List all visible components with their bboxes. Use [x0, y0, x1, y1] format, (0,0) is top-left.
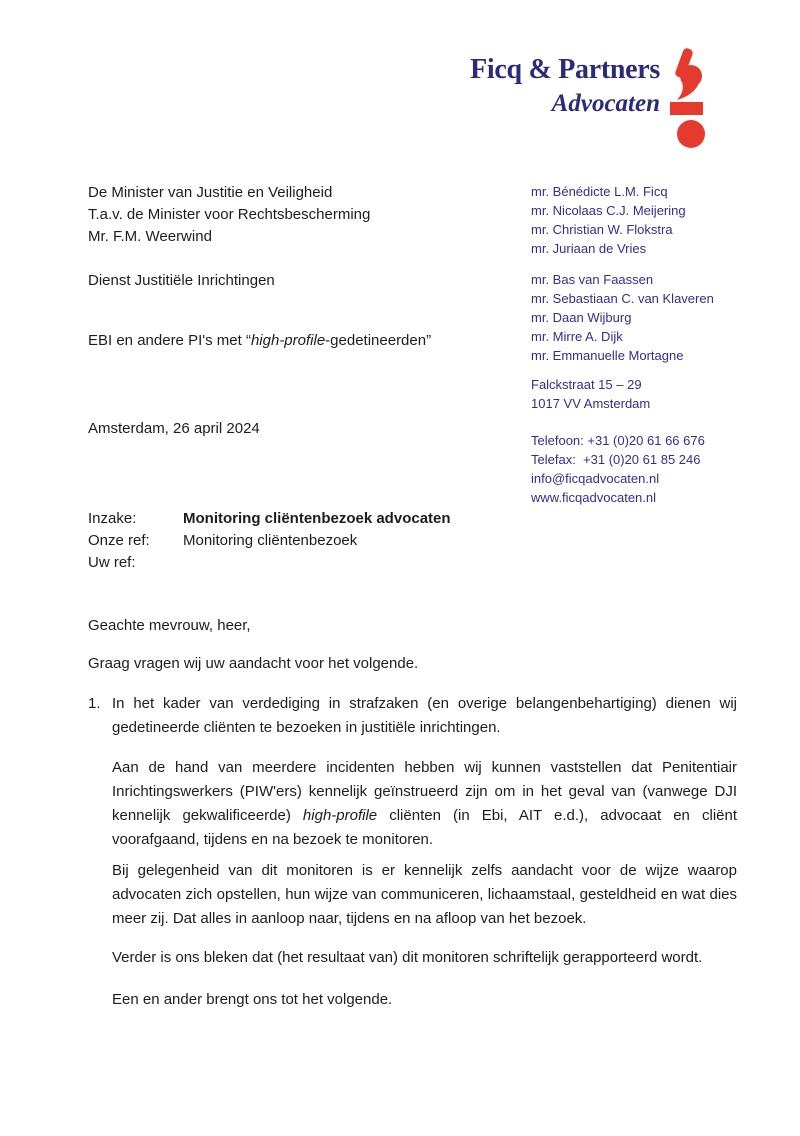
paragraph-monitoring-details: Bij gelegenheid van dit monitoren is er kennelijk zelfs aandacht voor de wijze waarop advocaten zich opstellen, hun wijze van communiceren, lichaamstaal, gesteldheid en wat dies meer zij. Dat alles in aanloop naar, tijdens en na afloop van het bezoek.: [112, 862, 737, 927]
subject-italic: high-profile: [250, 332, 326, 349]
attorney-name: mr. Daan Wijburg: [531, 310, 632, 325]
recipient-line: De Minister van Justitie en Veiligheid: [88, 184, 333, 201]
attorney-name: mr. Bas van Faassen: [531, 272, 654, 287]
subject-post: -gedetineerden”: [325, 332, 432, 349]
attorney-name: mr. Christian W. Flokstra: [531, 222, 673, 237]
subject-line: [88, 330, 737, 352]
fax-line: Telefax: +31 (0)20 61 85 246: [531, 452, 701, 467]
ref-value: Monitoring cliëntenbezoek advocaten: [183, 510, 451, 527]
paragraph-pre: Aan de hand van meerdere incidenten hebben wij kunnen vaststellen dat Penitentiair Inrichtingswerkers (PIW'ers) kennelijk geïnstrueerd zijn om in het geval van (vanwege DJI kennelijk gekwalificeerde): [112, 759, 737, 824]
paragraph-conclusion-lead: Een en ander brengt ons tot het volgende.: [112, 991, 393, 1008]
intro-sentence: Graag vragen wij uw aandacht voor het volgende.: [88, 655, 419, 672]
letter-body-column: [88, 182, 737, 1012]
attorney-name: mr. Bénédicte L.M. Ficq: [531, 184, 668, 199]
attorney-name: mr. Juriaan de Vries: [531, 241, 647, 256]
ref-row-inzake: [88, 508, 737, 530]
recipient-line: Mr. F.M. Weerwind: [88, 228, 212, 245]
logo-semicolon-mark-icon: [666, 42, 716, 150]
email-line: info@ficqadvocaten.nl: [531, 471, 660, 486]
recipient-line: T.a.v. de Minister voor Rechtsbescherming: [88, 206, 371, 223]
paragraph-reporting: Verder is ons bleken dat (het resultaat van) dit monitoren schriftelijk gerapporteerd wordt.: [112, 949, 703, 966]
attorney-name: mr. Sebastiaan C. van Klaveren: [531, 291, 714, 306]
numbered-item-1: [88, 692, 737, 740]
address-line: 1017 VV Amsterdam: [531, 396, 651, 411]
item-text: In het kader van verdediging in strafzaken (en overige belangenbehartiging) dienen wij gedetineerde cliënten te bezoeken in justitiële inrichtingen.: [112, 695, 737, 736]
recipient-block: [88, 182, 737, 248]
ref-label: Onze ref:: [88, 532, 150, 549]
address-line: Falckstraat 15 – 29: [531, 377, 642, 392]
attorney-name: mr. Mirre A. Dijk: [531, 329, 623, 344]
date-line: Amsterdam, 26 april 2024: [88, 420, 260, 437]
ref-row-uw: [88, 552, 737, 574]
paragraph-post: cliënten (in Ebi, AIT e.d.), advocaat en cliënt voorafgaand, tijdens en na bezoek te monitoren.: [112, 807, 737, 848]
ref-label: Inzake:: [88, 510, 137, 527]
salutation: Geachte mevrouw, heer,: [88, 617, 251, 634]
attorney-name: mr. Emmanuelle Mortagne: [531, 348, 684, 363]
reference-block: [88, 508, 737, 574]
firm-name: Ficq & Partners: [470, 54, 660, 85]
paragraph-incidents: [112, 756, 737, 852]
ref-label: Uw ref:: [88, 554, 136, 571]
paragraph-italic: high-profile: [302, 807, 378, 824]
item-number: 1.: [88, 695, 101, 712]
phone-line: Telefoon: +31 (0)20 61 66 676: [531, 433, 705, 448]
website-line: www.ficqadvocaten.nl: [531, 490, 657, 505]
ref-value: Monitoring cliëntenbezoek: [183, 532, 358, 549]
firm-logo: [470, 54, 660, 119]
recipient-department: Dienst Justitiële Inrichtingen: [88, 272, 275, 289]
subject-pre: EBI en andere PI's met “: [88, 332, 251, 349]
attorney-name: mr. Nicolaas C.J. Meijering: [531, 203, 686, 218]
firm-suffix: Advocaten: [551, 90, 660, 118]
ref-row-onze: [88, 530, 737, 552]
